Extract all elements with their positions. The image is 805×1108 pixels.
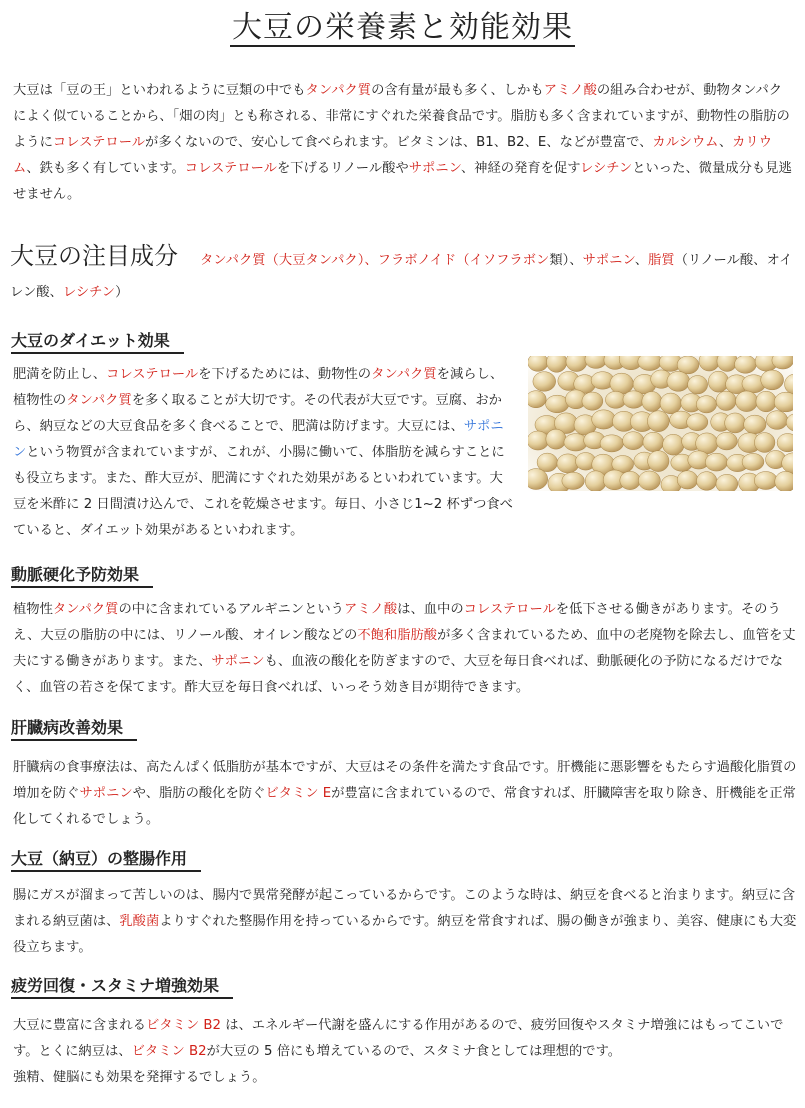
text-run: を下げるためには、動物性の (198, 367, 372, 382)
text-run: 類）、 (549, 253, 583, 268)
highlight-term: サポニン (582, 253, 635, 268)
intro-paragraph (13, 78, 793, 208)
text-run: も、血液の酸化を防ぎますので、大豆を毎日食べれば、動脈硬化の予防になるだけでなく、血管の若さを保てます。酢大豆を毎日食べれば、いっそう効き目が期待できます。 (13, 654, 783, 695)
soybean-icon (623, 432, 644, 450)
soybean-icon (777, 433, 793, 451)
soybean-icon (754, 433, 775, 453)
highlight-term: サポニン (79, 786, 133, 801)
soybeans-photo-icon (528, 356, 793, 491)
text-run: 、 (634, 253, 648, 268)
highlight-term: 不飽和脂肪酸 (357, 628, 438, 643)
text-run: 腸にガスが溜まって苦しいのは、腸内で異常発酵が起こっているからです。このような時は、納豆を食べると治まります。納豆に含まれる納豆菌は、 (13, 888, 795, 929)
soybean-icon (610, 373, 633, 394)
soybean-icon (638, 471, 660, 490)
section-text-diet (13, 362, 515, 544)
soybean-icon (774, 392, 793, 412)
highlight-term: コレステロール (106, 367, 199, 382)
soybean-icon (699, 356, 720, 371)
highlight-term: カリウム (13, 135, 773, 176)
soybean-icon (585, 356, 607, 368)
soybean-icon (620, 471, 640, 489)
highlight-term: アミノ酸 (343, 602, 398, 617)
soybean-icon (528, 391, 546, 408)
soybean-icon (756, 391, 776, 412)
soybean-icon (547, 356, 567, 372)
highlight-term: ビタミン B2 (131, 1044, 207, 1059)
soybean-icon (677, 356, 699, 374)
section-title-arteriosclerosis: 動脈硬化予防効果 (11, 564, 153, 588)
highlight-term: タンパク質（大豆タンパク）、フラボノイド（イソフラボン (200, 253, 550, 268)
highlight-term: サポニン (408, 161, 461, 176)
section-text-intestine (13, 883, 797, 961)
section-body-stamina (13, 1013, 797, 1091)
highlight-term: サポニン (13, 419, 504, 460)
soybean-icon (687, 414, 708, 431)
soybean-icon (648, 451, 669, 472)
text-run: 肝臓病の食事療法は、高たんぱく低脂肪が基本ですが、大豆はその条件を満たす食品です。肝機能に悪影響をもたらす過酸化脂質の増加を防ぐ (13, 760, 797, 801)
soybean-icon (660, 393, 681, 414)
highlight-term: 脂質 (647, 253, 675, 268)
highlight-term: ビタミン B2 (145, 1018, 221, 1033)
section-text-arteriosclerosis (13, 597, 797, 701)
soybean-icon (725, 413, 746, 433)
section-text-stamina (13, 1013, 797, 1091)
highlight-term: サポニン (211, 654, 265, 669)
soybean-icon (786, 414, 793, 432)
section-title-intestine: 大豆（納豆）の整腸作用 (11, 848, 201, 872)
soybean-icon (775, 471, 793, 491)
soybean-icon (566, 356, 587, 372)
section-body-liver (13, 755, 797, 833)
soybean-icon (582, 392, 603, 410)
section-body-diet (13, 362, 515, 544)
highlight-term: アミノ酸 (543, 83, 597, 98)
soybean-icon (677, 471, 698, 489)
text-run: 肥満を防止し、 (13, 367, 107, 382)
section-title-stamina: 疲労回復・スタミナ増強効果 (11, 975, 233, 999)
text-run: は、エネルギー代謝を盛んにする作用があるので、疲労回復やスタミナ増強にはもってこいです。とくに納豆は、 (13, 1018, 784, 1059)
soybean-icon (736, 391, 758, 412)
highlight-term: カルシウム (652, 135, 719, 150)
soybean-icon (533, 372, 556, 392)
section-body-arteriosclerosis (13, 597, 797, 701)
soybean-icon (667, 371, 690, 391)
text-run: 、鉄も多く有しています。 (26, 161, 185, 176)
soybean-icon (528, 356, 548, 371)
soybean-icon (716, 391, 736, 410)
soybean-icon (647, 411, 669, 432)
section-title-liver: 肝臓病改善効果 (11, 717, 137, 741)
highlight-term: コレステロール (463, 602, 556, 617)
soybean-icon (688, 376, 708, 394)
soybean-icon (744, 415, 766, 434)
soybean-icon (643, 432, 664, 452)
text-run: の含有量が最も多く、しかも (371, 83, 544, 98)
text-run: は、血中の (397, 602, 464, 617)
highlight-term: コレステロール (52, 135, 146, 150)
text-run: （リノール酸、オイレン酸、 (10, 253, 793, 300)
soybean-icon (716, 432, 737, 450)
text-run: 大豆に豊富に含まれる (13, 1018, 146, 1033)
soybean-icon (708, 371, 728, 392)
highlight-term: タンパク質 (52, 602, 119, 617)
highlight-term: ビタミン E (265, 786, 332, 801)
section-text-liver (13, 755, 797, 833)
text-run: を下げるリノール酸や (276, 161, 409, 176)
soybean-icon (754, 471, 777, 489)
highlight-term: タンパク質 (371, 367, 437, 382)
page-title: 大豆の栄養素と効能効果 (232, 10, 573, 45)
soybean-icon (785, 374, 793, 394)
text-run: という物質が含まれていますが、これが、小腸に働いて、体脂肪を減らすことにも役立ちます。また、酢大豆が、肥満にすぐれた効果があるといわれています。大豆を米酢に 2 日間漬け込んで、これを乾燥させます。毎日、小さじ1~2 杯ずつ食べていると、ダイエット効果があるといわれます。 (13, 445, 513, 538)
text-run: 植物性 (13, 602, 53, 617)
soybean-icon (537, 453, 557, 472)
text-run: や、脂肪の酸化を防ぐ (132, 786, 266, 801)
section-title-diet: 大豆のダイエット効果 (11, 330, 184, 354)
soybean-icon (642, 391, 662, 411)
text-run: が大豆の 5 倍にも増えているので、スタミナ食としては理想的です。 (206, 1044, 622, 1059)
soybean-icon (638, 356, 662, 371)
text-run: 、 (718, 135, 733, 150)
text-run: の組み合わせが、動物タンパクによく似ていることから、「畑の肉」とも称される、非常にすぐれた栄養食品です。脂肪も多く含まれていますが、動物性の脂肪のように (13, 83, 790, 150)
focus-components (10, 240, 800, 309)
soybean-icon (705, 453, 727, 471)
soybean-icon (663, 434, 685, 455)
text-run: が豊富に含まれているので、常食すれば、肝臓障害を取り除き、肝機能を正常化してくれるでしょう。 (13, 786, 796, 827)
text-run: といった、微量成分も見逃せません。 (13, 161, 792, 202)
highlight-term: レシチン (62, 285, 116, 300)
text-run: ） (115, 285, 129, 300)
intro-text (13, 78, 793, 208)
highlight-term: タンパク質 (305, 83, 372, 98)
highlight-term: タンパク質 (66, 393, 132, 408)
highlight-term: 乳酸菌 (119, 914, 160, 929)
soybean-icon (761, 370, 784, 390)
soybean-icon (717, 356, 737, 371)
soybean-icon (696, 396, 716, 413)
soybean-icon (716, 474, 738, 491)
focus-heading: 大豆の注目成分 (10, 242, 178, 270)
text-run: を多く取ることが大切です。その代表が大豆です。豆腐、おから、納豆などの大豆食品を多く食べることで、肥満は防げます。大豆には、 (13, 393, 502, 434)
soybean-icon (696, 472, 716, 491)
soybean-icon (562, 472, 584, 489)
text-run: を減らし、植物性の (13, 367, 504, 408)
soybean-icon (742, 453, 764, 470)
highlight-term: コレステロール (184, 161, 277, 176)
text-run: よりすぐれた整腸作用を持っているからです。納豆を常食すれば、腸の働きが強まり、美容、健康にも大変役立ちます。 (13, 914, 797, 955)
text-run: が多く含まれているため、血中の老廃物を除去し、血管を丈夫にする働きがあります。また、 (13, 628, 796, 669)
highlight-term: レシチン (580, 161, 633, 176)
soybean-icon (592, 410, 616, 429)
text-run: の中に含まれているアルギニンという (118, 602, 344, 617)
text-run: 強精、健脳にも効果を発揮するでしょう。 (13, 1070, 266, 1085)
text-run: 、神経の発育を促す (460, 161, 580, 176)
text-run: が多くないので、安心して食べられます。ビタミンは、B1、B2、E、などが豊富で、 (145, 135, 653, 150)
section-body-intestine (13, 883, 797, 961)
text-run: 大豆は「豆の王」といわれるように豆類の中でも (13, 83, 306, 98)
soybean-icon (600, 435, 623, 452)
soybean-icon (623, 391, 645, 408)
soybean-icon (766, 411, 787, 430)
soybean-icon (528, 469, 548, 490)
soybean-icon (546, 429, 566, 449)
text-run: を低下させる働きがあります。そのうえ、大豆の脂肪の中には、リノール酸、オイレン酸などの (13, 602, 781, 643)
soybean-icon (528, 431, 549, 450)
soybean-icon (734, 356, 756, 373)
